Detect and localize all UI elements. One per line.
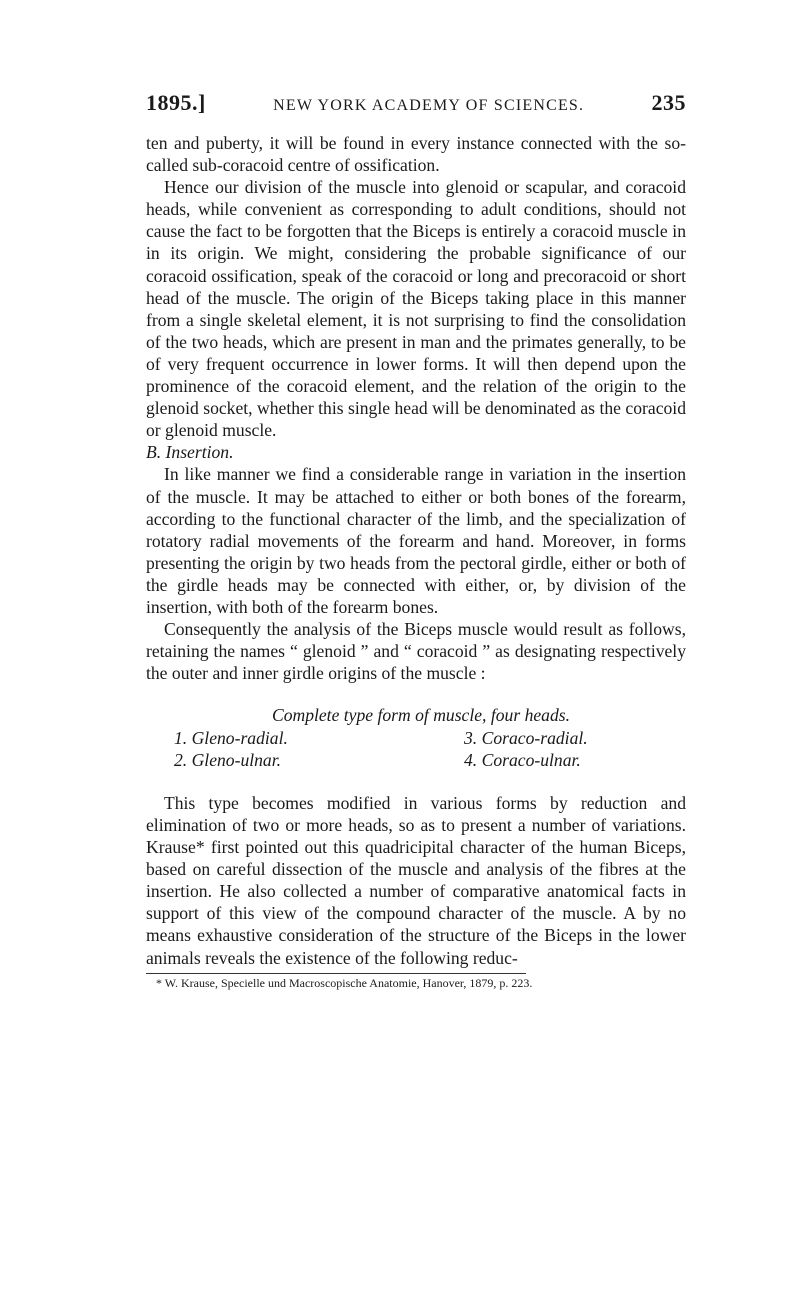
body-text [146,132,686,969]
paragraph-4: Consequently the analysis of the Biceps muscle would result as follows, retaining the names “ glenoid ” and “ coracoid ” as designating respectively the outer and inner girdle origins of the muscle : [146,619,686,684]
paragraph-3: In like manner we find a considerable range in variation in the insertion of the muscle. It may be attached to either or both bones of the forearm, according to the functional character of the limb, and the specialization of rotatory radial movements of the forearm and hand. Moreover, in forms presenting the origin by two heads from the pectoral girdle, either or both of the girdle heads may be connected with either, or, by division of the insertion, with both of the forearm bones. [146,464,686,617]
classification-title: Complete type form of muscle, four heads. [271,705,571,726]
paragraph-2: Hence our division of the muscle into glenoid or scapular, and coracoid heads, while convenient as corresponding to adult conditions, should not cause the fact to be forgotten that the Biceps is entirely a coracoid muscle in in its origin. We might, considering the probable significance of our coracoid ossification, speak of the coracoid or long and precoracoid or short head of the muscle. The origin of the Biceps taking place in this manner from a single skeletal element, it is not surprising to find the consolidation of the two heads, which are present in man and the primates generally, to be of very frequent occurrence in lower forms. It will then depend upon the prominence of the coracoid element, and the relation of the origin to the glenoid socket, whether this single head will be denominated as the coracoid or glenoid muscle. [146,177,686,441]
classification-item: 3. Coraco-radial. [464,727,588,748]
header-title: NEW YORK ACADEMY OF SCIENCES. [273,97,585,114]
classification-item: 2. Gleno-ulnar. [174,750,282,771]
running-header [146,90,686,124]
section-heading-insertion: B. Insertion. [146,442,234,463]
classification-item: 4. Coraco-ulnar. [464,750,581,771]
paragraph-1: ten and puberty, it will be found in every instance connected with the so-called sub-coracoid centre of ossification. [146,133,686,176]
footnote-divider [146,973,526,974]
classification-grid [146,727,686,772]
paragraph-5: This type becomes modified in various forms by reduction and elimination of two or more heads, so as to present a number of variations. Krause* first pointed out this quadricipital character of the human Biceps, based on careful dissection of the muscle and analysis of the fibres at the insertion. He also collected a number of comparative anatomical facts in support of this view of the compound character of the muscle. A by no means exhaustive consideration of the structure of the Biceps in the lower animals reveals the existence of the following reduc- [146,792,686,968]
classification-item: 1. Gleno-radial. [174,727,288,748]
page-number: 235 [651,90,686,115]
classification-table [146,704,686,772]
footnote: * W. Krause, Specielle und Macroscopische Anatomie, Hanover, 1879, p. 223. [156,975,533,990]
header-year: 1895.] [146,90,206,115]
page [146,90,686,991]
